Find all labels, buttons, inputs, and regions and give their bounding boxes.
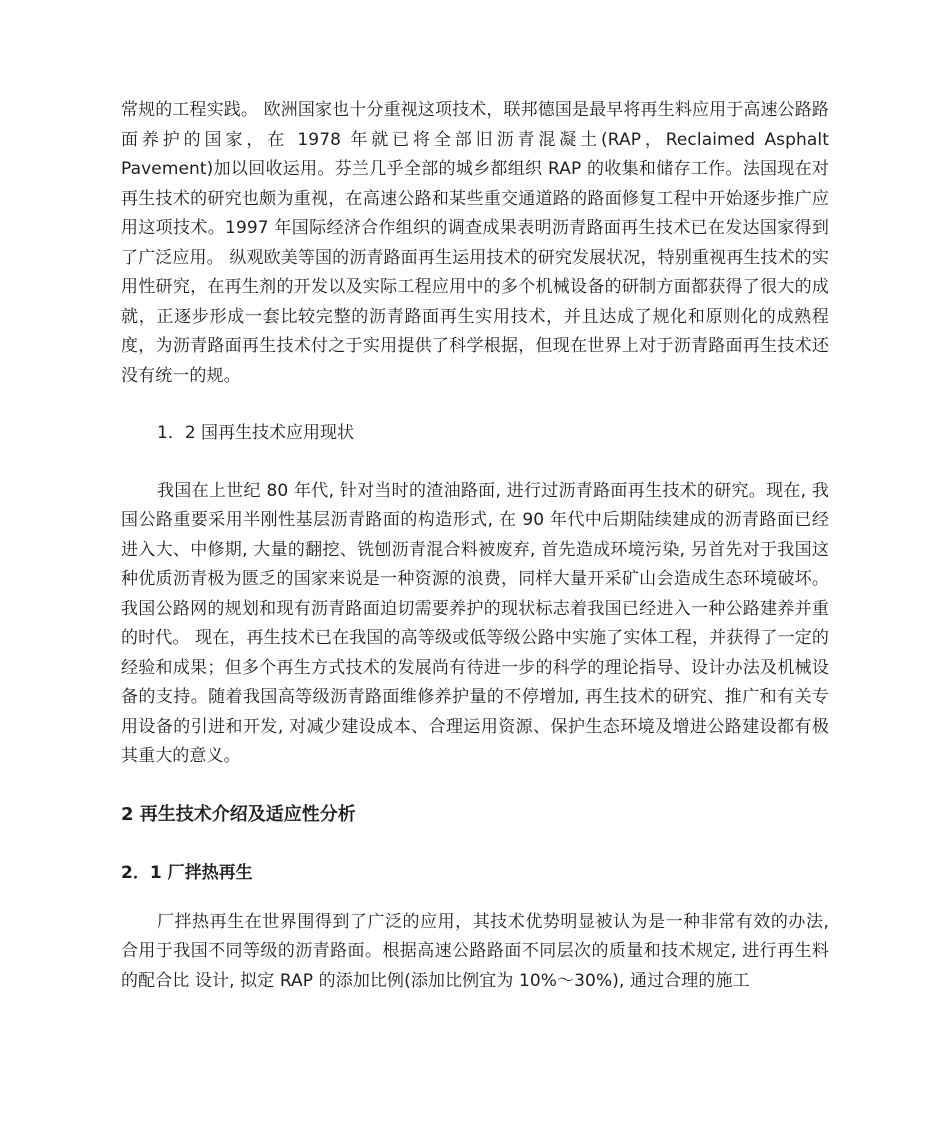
subsection-heading-2-1: 2．1 厂拌热再生 [121, 862, 253, 883]
subsection-heading-1-2: 1．2 国再生技术应用现状 [157, 423, 355, 443]
paragraph-plant-hot-recycling: 厂拌热再生在世界围得到了广泛的应用，其技术优势明显被认为是一种非常有效的办法, 合用于我国不同等级的沥青路面。根据高速公路路面不同层次的质量和技术规定, 进行再生料的配合比 设计, 拟定 RAP 的添加比例(添加比例宜为 10%～30%), 通过合理的施工 [121, 911, 829, 991]
paragraph-europe-recycling: 常规的工程实践。 欧洲国家也十分重视这项技术，联邦德国是最早将再生料应用于高速公路路面养护的国家，在 1978 年就已将全部旧沥青混凝土(RAP，Reclaimed Asphalt Pavement)加以回收运用。芬兰几乎全部的城乡都组织 RAP 的收集和储存工作。法国现在对再生技术的研究也颇为重视，在高速公路和某些重交通道路的路面修复工程中开始逐步推广应用这项技术。1997 年国际经济合作组织的调查成果表明沥青路面再生技术已在发达国家得到了广泛应用。 纵观欧美等国的沥青路面再生运用技术的研究发展状况，特别重视再生技术的实用性研究，在再生剂的开发以及实际工程应用中的多个机械设备的研制方面都获得了很大的成就，正逐步形成一套比较完整的沥青路面再生实用技术，并且达成了规化和原则化的成熟程度，为沥青路面再生技术付之于实用提供了科学根据，但现在世界上对于沥青路面再生技术还没有统一的规。 [121, 100, 829, 386]
paragraph-china-status: 我国在上世纪 80 年代, 针对当时的渣油路面, 进行过沥青路面再生技术的研究。现在, 我国公路重要采用半刚性基层沥青路面的构造形式, 在 90 年代中后期陆续建成的沥青路面已经进入大、中修期, 大量的翻挖、铣刨沥青混合料被废弃, 首先造成环境污染, 另首先对于我国这种优质沥青极为匮乏的国家来说是一种资源的浪费，同样大量开采矿山会造成生态环境破坏。我国公路网的规划和现有沥青路面迫切需要养护的现状标志着我国已经进入一种公路建养并重的时代。 现在，再生技术已在我国的高等级或低等级公路中实施了实体工程，并获得了一定的经验和成果；但多个再生方式技术的发展尚有待进一步的科学的理论指导、设计办法及机械设备的支持。随着我国高等级沥青路面维修养护量的不停增加, 再生技术的研究、推广和有关专用设备的引进和开发, 对减少建设成本、合理运用资源、保护生态环境及增进公路建设都有极其重大的意义。 [121, 480, 829, 766]
section-heading-2: 2 再生技术介绍及适应性分析 [121, 803, 356, 825]
